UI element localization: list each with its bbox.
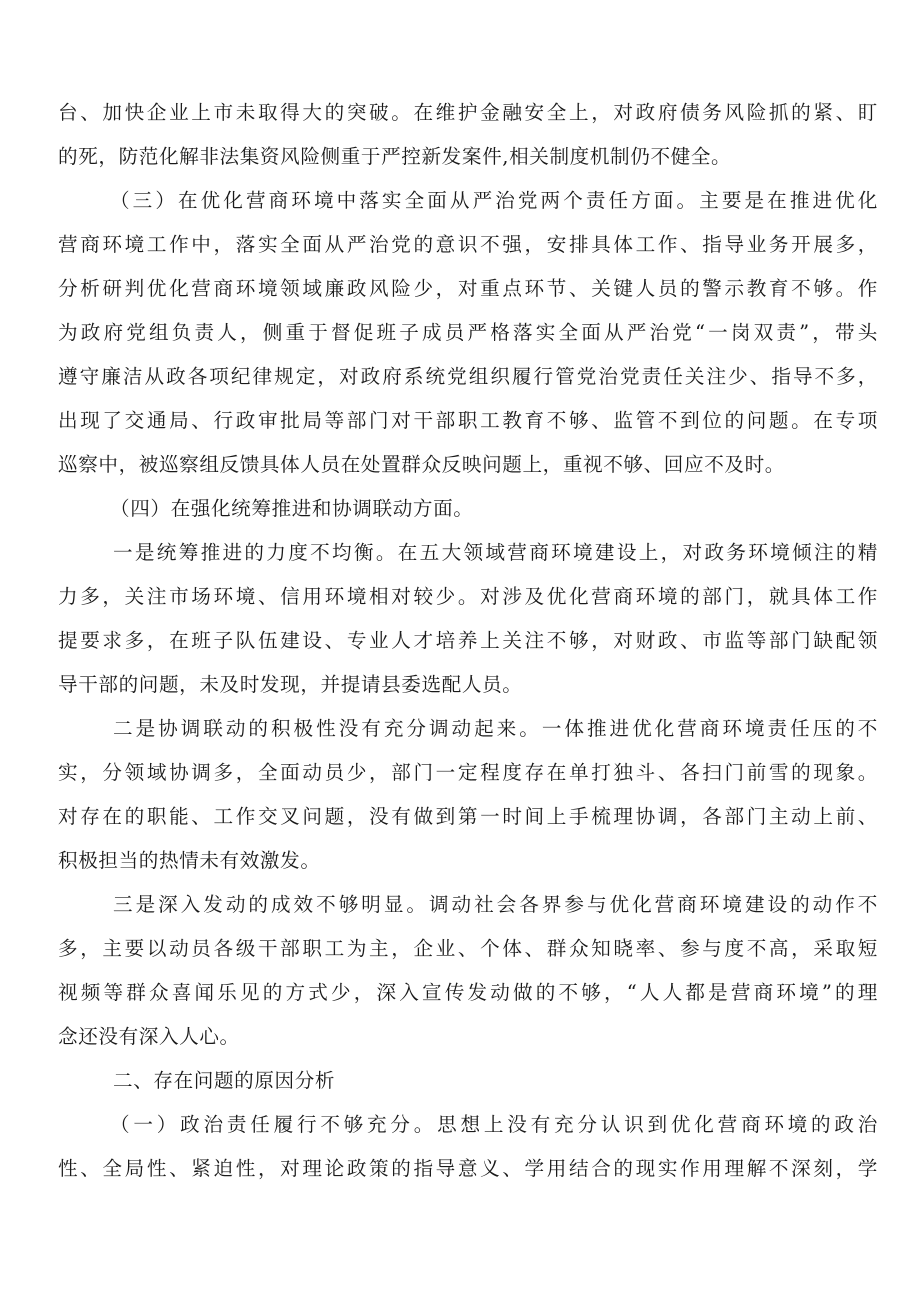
- text-line: 的死，防范化解非法集资风险侧重于严控新发案件,相关制度机制仍不健全。: [58, 145, 732, 168]
- text-line: 巡察中，被巡察组反馈具体人员在处置群众反映问题上，重视不够、回应不及时。: [58, 453, 785, 476]
- text-line: 视频等群众喜闻乐见的方式少，深入宣传发动做的不够，“人人都是营商环境”的理: [58, 981, 878, 1004]
- text-line: 念还没有深入人心。: [58, 1025, 240, 1048]
- point-2-heading: 二是协调联动的积极性没有充分调动起来。一体推进优化营商环境责任压的不: [113, 717, 878, 740]
- cause-1-heading: （一）政治责任履行不够充分。思想上没有充分认识到优化营商环境的政治: [110, 1113, 878, 1136]
- text-line: 营商环境工作中，落实全面从严治党的意识不强，安排具体工作、指导业务开展多，: [58, 233, 878, 256]
- text-line: 性、全局性、紧迫性，对理论政策的指导意义、学用结合的现实作用理解不深刻，学: [58, 1157, 878, 1180]
- section-3-heading: （三）在优化营商环境中落实全面从严治党两个责任方面。主要是在推进优化: [110, 189, 878, 212]
- text-line: 为政府党组负责人，侧重于督促班子成员严格落实全面从严治党“一岗双责”，带头: [58, 321, 878, 344]
- text-line: 实，分领域协调多，全面动员少，部门一定程度存在单打独斗、各扫门前雪的现象。: [58, 761, 878, 784]
- text-line: 出现了交通局、行政审批局等部门对干部职工教育不够、监管不到位的问题。在专项: [58, 409, 878, 432]
- text-line: 力多，关注市场环境、信用环境相对较少。对涉及优化营商环境的部门，就具体工作: [58, 585, 878, 608]
- section-4-heading: （四）在强化统筹推进和协调联动方面。: [110, 497, 474, 520]
- point-3-heading: 三是深入发动的成效不够明显。调动社会各界参与优化营商环境建设的动作不: [113, 893, 878, 916]
- text-line: 提要求多，在班子队伍建设、专业人才培养上关注不够，对财政、市监等部门缺配领: [58, 629, 878, 652]
- text-line: 分析研判优化营商环境领域廉政风险少，对重点环节、关键人员的警示教育不够。作: [58, 277, 878, 300]
- text-line: 多，主要以动员各级干部职工为主，企业、个体、群众知晓率、参与度不高，采取短: [58, 937, 878, 960]
- text-line: 导干部的问题，未及时发现，并提请县委选配人员。: [58, 673, 523, 696]
- section-2-heading: 二、存在问题的原因分析: [113, 1069, 336, 1092]
- text-line: 遵守廉洁从政各项纪律规定，对政府系统党组织履行管党治党责任关注少、指导不多，: [58, 365, 878, 388]
- point-1-heading: 一是统筹推进的力度不均衡。在五大领域营商环境建设上，对政务环境倾注的精: [113, 541, 878, 564]
- text-line: 对存在的职能、工作交叉问题，没有做到第一时间上手梳理协调，各部门主动上前、: [58, 805, 878, 828]
- text-line: 积极担当的热情未有效激发。: [58, 849, 321, 872]
- text-line: 台、加快企业上市未取得大的突破。在维护金融安全上，对政府债务风险抓的紧、盯: [58, 101, 878, 124]
